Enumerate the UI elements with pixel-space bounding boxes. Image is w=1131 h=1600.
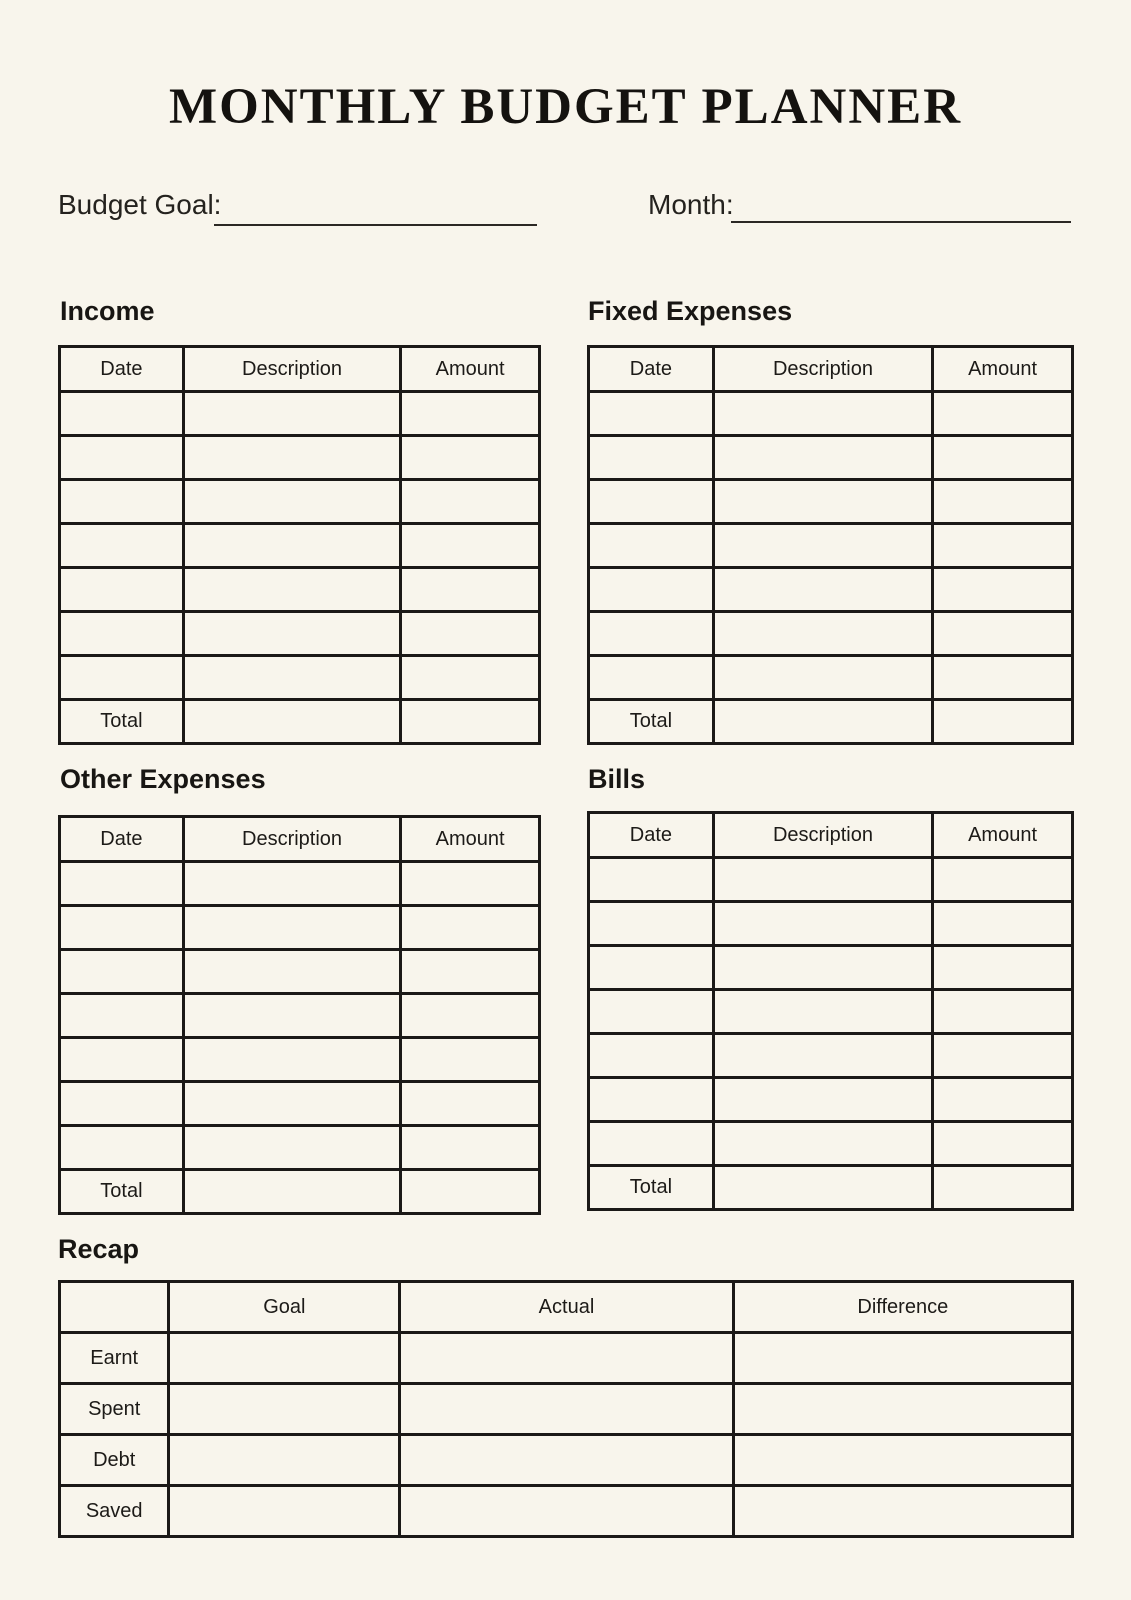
month-input-line[interactable] xyxy=(731,221,1071,223)
income-entry-cell[interactable] xyxy=(60,392,184,436)
budget-goal-label: Budget Goal: xyxy=(58,189,222,220)
income-empty-row xyxy=(60,436,540,480)
fixed-expenses-col-header-description: Description xyxy=(713,347,932,392)
bills-total-description-cell[interactable] xyxy=(713,1166,932,1210)
bills-entry-cell[interactable] xyxy=(589,990,714,1034)
fixed-expenses-entry-cell[interactable] xyxy=(713,392,932,436)
income-col-header-date: Date xyxy=(60,347,184,392)
fixed-expenses-table xyxy=(587,345,1074,745)
income-entry-cell[interactable] xyxy=(401,436,540,480)
income-entry-cell[interactable] xyxy=(60,568,184,612)
income-entry-cell[interactable] xyxy=(60,436,184,480)
bills-total-label: Total xyxy=(589,1166,714,1210)
section-title-bills: Bills xyxy=(588,764,646,794)
income-entry-cell[interactable] xyxy=(60,480,184,524)
other-expenses-entry-cell[interactable] xyxy=(60,994,184,1038)
fixed-expenses-entry-cell[interactable] xyxy=(589,436,714,480)
bills-entry-cell[interactable] xyxy=(713,858,932,902)
fixed-expenses-header-row xyxy=(589,347,1073,392)
recap-row-debt xyxy=(60,1435,1073,1486)
other-expenses-entry-cell[interactable] xyxy=(183,1082,400,1126)
fixed-expenses-entry-cell[interactable] xyxy=(713,568,932,612)
bills-empty-row xyxy=(589,858,1073,902)
income-total-label: Total xyxy=(60,700,184,744)
other-expenses-entry-cell[interactable] xyxy=(401,1038,540,1082)
recap-table xyxy=(58,1280,1074,1538)
fixed-expenses-entry-cell[interactable] xyxy=(589,480,714,524)
bills-entry-cell[interactable] xyxy=(589,902,714,946)
income-empty-row xyxy=(60,480,540,524)
section-title-recap: Recap xyxy=(58,1234,140,1264)
fixed-expenses-col-header-date: Date xyxy=(589,347,714,392)
bills-entry-cell[interactable] xyxy=(589,1078,714,1122)
other-expenses-entry-cell[interactable] xyxy=(401,1126,540,1170)
fixed-expenses-empty-row xyxy=(589,480,1073,524)
other-expenses-total-amount-cell[interactable] xyxy=(401,1170,540,1214)
page-title: MONTHLY BUDGET PLANNER xyxy=(168,79,963,135)
budget-goal-input-line[interactable] xyxy=(214,224,537,226)
recap-col-header-difference: Difference xyxy=(733,1282,1072,1333)
fixed-expenses-entry-cell[interactable] xyxy=(933,524,1073,568)
recap-saved-actual-cell[interactable] xyxy=(400,1486,733,1537)
other-expenses-total-description-cell[interactable] xyxy=(183,1170,400,1214)
bills-entry-cell[interactable] xyxy=(589,946,714,990)
income-empty-row xyxy=(60,612,540,656)
bills-empty-row xyxy=(589,990,1073,1034)
recap-spent-goal-cell[interactable] xyxy=(169,1384,400,1435)
income-empty-row xyxy=(60,568,540,612)
recap-col-header-goal: Goal xyxy=(169,1282,400,1333)
bills-total-amount-cell[interactable] xyxy=(933,1166,1073,1210)
income-entry-cell[interactable] xyxy=(183,392,400,436)
recap-saved-difference-cell[interactable] xyxy=(733,1486,1072,1537)
fixed-expenses-total-label: Total xyxy=(589,700,714,744)
other-expenses-empty-row xyxy=(60,862,540,906)
other-expenses-entry-cell[interactable] xyxy=(183,1126,400,1170)
section-title-fixed-expenses: Fixed Expenses xyxy=(588,296,793,326)
bills-entry-cell[interactable] xyxy=(933,1034,1073,1078)
bills-col-header-date: Date xyxy=(589,813,714,858)
bills-entry-cell[interactable] xyxy=(933,858,1073,902)
income-entry-cell[interactable] xyxy=(401,656,540,700)
other-expenses-col-header-date: Date xyxy=(60,817,184,862)
other-expenses-entry-cell[interactable] xyxy=(401,862,540,906)
other-expenses-empty-row xyxy=(60,906,540,950)
other-expenses-total-label: Total xyxy=(60,1170,184,1214)
income-entry-cell[interactable] xyxy=(60,524,184,568)
other-expenses-entry-cell[interactable] xyxy=(401,994,540,1038)
bills-entry-cell[interactable] xyxy=(933,946,1073,990)
fixed-expenses-entry-cell[interactable] xyxy=(589,656,714,700)
bills-entry-cell[interactable] xyxy=(713,990,932,1034)
income-empty-row xyxy=(60,392,540,436)
recap-row-label-saved: Saved xyxy=(60,1486,169,1537)
recap-saved-goal-cell[interactable] xyxy=(169,1486,400,1537)
fixed-expenses-entry-cell[interactable] xyxy=(933,480,1073,524)
fixed-expenses-entry-cell[interactable] xyxy=(589,392,714,436)
bills-entry-cell[interactable] xyxy=(713,946,932,990)
fixed-expenses-entry-cell[interactable] xyxy=(933,392,1073,436)
bills-entry-cell[interactable] xyxy=(933,990,1073,1034)
bills-header-row xyxy=(589,813,1073,858)
fixed-expenses-entry-cell[interactable] xyxy=(589,524,714,568)
section-title-income: Income xyxy=(60,296,155,326)
bills-entry-cell[interactable] xyxy=(589,1034,714,1078)
bills-entry-cell[interactable] xyxy=(713,902,932,946)
fixed-expenses-empty-row xyxy=(589,656,1073,700)
income-header-row xyxy=(60,347,540,392)
income-total-row xyxy=(60,700,540,744)
income-entry-cell[interactable] xyxy=(183,436,400,480)
fixed-expenses-total-row xyxy=(589,700,1073,744)
fixed-expenses-total-description-cell[interactable] xyxy=(713,700,932,744)
fixed-expenses-entry-cell[interactable] xyxy=(713,656,932,700)
bills-empty-row xyxy=(589,902,1073,946)
bills-empty-row xyxy=(589,1034,1073,1078)
fixed-expenses-total-amount-cell[interactable] xyxy=(933,700,1073,744)
other-expenses-total-row xyxy=(60,1170,540,1214)
fixed-expenses-entry-cell[interactable] xyxy=(713,524,932,568)
recap-row-saved xyxy=(60,1486,1073,1537)
recap-col-header-blank xyxy=(60,1282,169,1333)
fixed-expenses-empty-row xyxy=(589,524,1073,568)
income-entry-cell[interactable] xyxy=(183,480,400,524)
income-table xyxy=(58,345,541,745)
other-expenses-entry-cell[interactable] xyxy=(183,862,400,906)
recap-row-spent xyxy=(60,1384,1073,1435)
income-empty-row xyxy=(60,656,540,700)
fixed-expenses-empty-row xyxy=(589,392,1073,436)
other-expenses-entry-cell[interactable] xyxy=(401,1082,540,1126)
recap-earnt-goal-cell[interactable] xyxy=(169,1333,400,1384)
income-col-header-amount: Amount xyxy=(401,347,540,392)
recap-earnt-actual-cell[interactable] xyxy=(400,1333,733,1384)
other-expenses-entry-cell[interactable] xyxy=(183,906,400,950)
other-expenses-empty-row xyxy=(60,1082,540,1126)
bills-entry-cell[interactable] xyxy=(933,1122,1073,1166)
other-expenses-entry-cell[interactable] xyxy=(183,994,400,1038)
recap-debt-goal-cell[interactable] xyxy=(169,1435,400,1486)
other-expenses-empty-row xyxy=(60,950,540,994)
bills-col-header-description: Description xyxy=(713,813,932,858)
other-expenses-empty-row xyxy=(60,994,540,1038)
recap-debt-difference-cell[interactable] xyxy=(733,1435,1072,1486)
other-expenses-empty-row xyxy=(60,1126,540,1170)
income-entry-cell[interactable] xyxy=(183,612,400,656)
income-col-header-description: Description xyxy=(183,347,400,392)
other-expenses-entry-cell[interactable] xyxy=(401,906,540,950)
recap-debt-actual-cell[interactable] xyxy=(400,1435,733,1486)
other-expenses-entry-cell[interactable] xyxy=(60,1082,184,1126)
income-empty-row xyxy=(60,524,540,568)
fixed-expenses-entry-cell[interactable] xyxy=(933,656,1073,700)
section-title-other-expenses: Other Expenses xyxy=(60,764,266,794)
fixed-expenses-entry-cell[interactable] xyxy=(589,612,714,656)
fixed-expenses-entry-cell[interactable] xyxy=(933,568,1073,612)
other-expenses-col-header-amount: Amount xyxy=(401,817,540,862)
other-expenses-entry-cell[interactable] xyxy=(60,1038,184,1082)
other-expenses-entry-cell[interactable] xyxy=(60,1126,184,1170)
recap-row-label-spent: Spent xyxy=(60,1384,169,1435)
income-total-description-cell[interactable] xyxy=(183,700,400,744)
income-entry-cell[interactable] xyxy=(401,480,540,524)
fixed-expenses-entry-cell[interactable] xyxy=(933,612,1073,656)
income-total-amount-cell[interactable] xyxy=(401,700,540,744)
other-expenses-table xyxy=(58,815,541,1215)
fixed-expenses-empty-row xyxy=(589,568,1073,612)
bills-empty-row xyxy=(589,1122,1073,1166)
income-entry-cell[interactable] xyxy=(401,568,540,612)
bills-empty-row xyxy=(589,946,1073,990)
other-expenses-col-header-description: Description xyxy=(183,817,400,862)
income-entry-cell[interactable] xyxy=(183,524,400,568)
recap-spent-difference-cell[interactable] xyxy=(733,1384,1072,1435)
income-entry-cell[interactable] xyxy=(401,392,540,436)
bills-entry-cell[interactable] xyxy=(589,858,714,902)
recap-col-header-actual: Actual xyxy=(400,1282,733,1333)
recap-row-label-earnt: Earnt xyxy=(60,1333,169,1384)
income-entry-cell[interactable] xyxy=(60,656,184,700)
other-expenses-entry-cell[interactable] xyxy=(183,950,400,994)
other-expenses-entry-cell[interactable] xyxy=(183,1038,400,1082)
other-expenses-header-row xyxy=(60,817,540,862)
bills-col-header-amount: Amount xyxy=(933,813,1073,858)
other-expenses-entry-cell[interactable] xyxy=(60,862,184,906)
fixed-expenses-entry-cell[interactable] xyxy=(589,568,714,612)
bills-table xyxy=(587,811,1074,1211)
income-entry-cell[interactable] xyxy=(183,656,400,700)
bills-entry-cell[interactable] xyxy=(933,1078,1073,1122)
other-expenses-entry-cell[interactable] xyxy=(60,906,184,950)
fixed-expenses-empty-row xyxy=(589,436,1073,480)
recap-spent-actual-cell[interactable] xyxy=(400,1384,733,1435)
bills-entry-cell[interactable] xyxy=(713,1078,932,1122)
bills-total-row xyxy=(589,1166,1073,1210)
fixed-expenses-entry-cell[interactable] xyxy=(713,436,932,480)
recap-earnt-difference-cell[interactable] xyxy=(733,1333,1072,1384)
bills-empty-row xyxy=(589,1078,1073,1122)
other-expenses-empty-row xyxy=(60,1038,540,1082)
recap-row-label-debt: Debt xyxy=(60,1435,169,1486)
income-entry-cell[interactable] xyxy=(401,524,540,568)
other-expenses-entry-cell[interactable] xyxy=(401,950,540,994)
fixed-expenses-entry-cell[interactable] xyxy=(933,436,1073,480)
bills-entry-cell[interactable] xyxy=(589,1122,714,1166)
fixed-expenses-entry-cell[interactable] xyxy=(713,612,932,656)
bills-entry-cell[interactable] xyxy=(933,902,1073,946)
income-entry-cell[interactable] xyxy=(60,612,184,656)
bills-entry-cell[interactable] xyxy=(713,1034,932,1078)
recap-header-row xyxy=(60,1282,1073,1333)
income-entry-cell[interactable] xyxy=(183,568,400,612)
fixed-expenses-empty-row xyxy=(589,612,1073,656)
recap-row-earnt xyxy=(60,1333,1073,1384)
fixed-expenses-entry-cell[interactable] xyxy=(713,480,932,524)
other-expenses-entry-cell[interactable] xyxy=(60,950,184,994)
fixed-expenses-col-header-amount: Amount xyxy=(933,347,1073,392)
bills-entry-cell[interactable] xyxy=(713,1122,932,1166)
month-label: Month: xyxy=(648,189,734,220)
income-entry-cell[interactable] xyxy=(401,612,540,656)
